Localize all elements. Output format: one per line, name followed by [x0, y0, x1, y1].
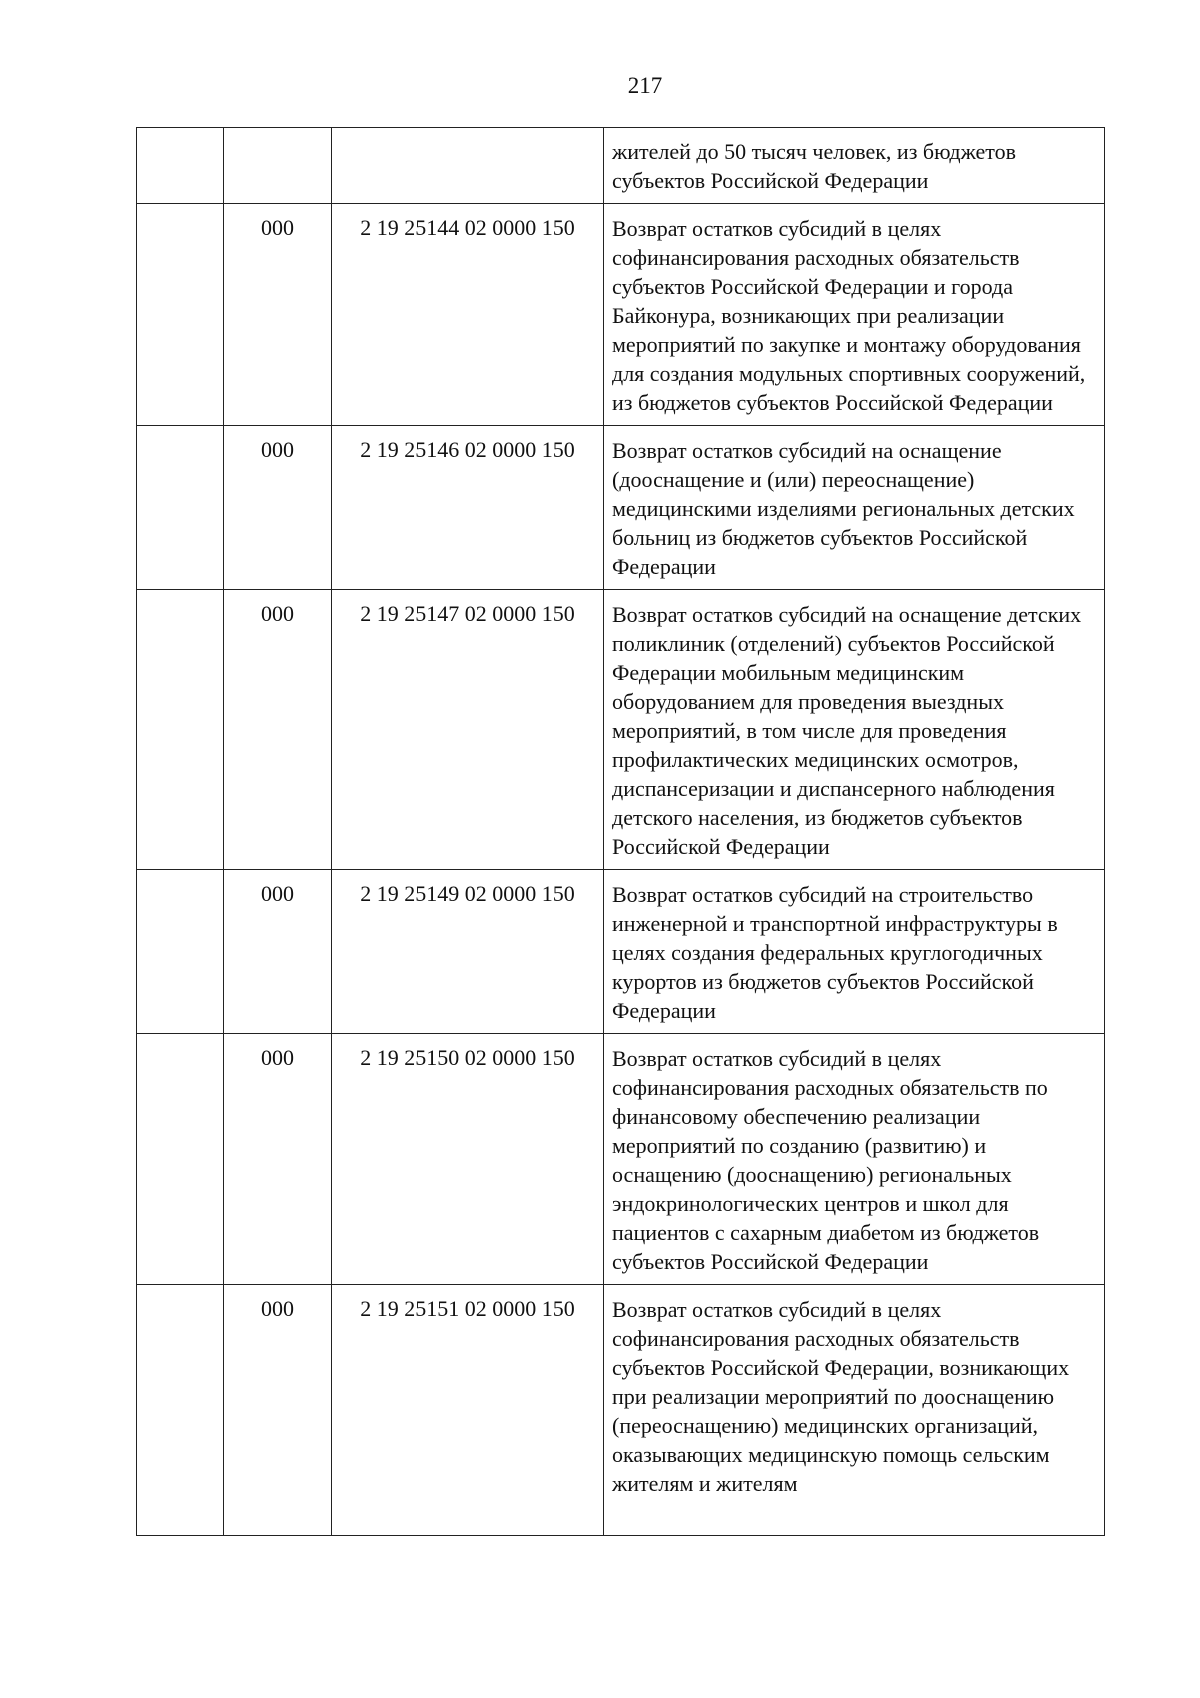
admin-code-cell: 000	[224, 204, 332, 426]
income-code-cell: 2 19 25147 02 0000 150	[332, 590, 604, 870]
blank-cell	[137, 870, 224, 1034]
blank-cell	[137, 426, 224, 590]
description-cell: Возврат остатков субсидий на строительство инженерной и транспортной инфраструктуры в целях создания федеральных круглогодичных курортов из бюджетов субъектов Российской Федерации	[604, 870, 1105, 1034]
table-row	[137, 1285, 1105, 1536]
admin-code-cell: 000	[224, 590, 332, 870]
blank-cell	[137, 1034, 224, 1285]
description-cell: Возврат остатков субсидий на оснащение (дооснащение и (или) переоснащение) медицинскими изделиями региональных детских больниц из бюджетов субъектов Российской Федерации	[604, 426, 1105, 590]
description-cell: Возврат остатков субсидий на оснащение детских поликлиник (отделений) субъектов Российской Федерации мобильным медицинским оборудованием для проведения выездных мероприятий, в том числе для проведения профилактических медицинских осмотров, диспансеризации и диспансерного наблюдения детского населения, из бюджетов субъектов Российской Федерации	[604, 590, 1105, 870]
description-cell: Возврат остатков субсидий в целях софинансирования расходных обязательств субъектов Российской Федерации, возникающих при реализации мероприятий по дооснащению (переоснащению) медицинских организаций, оказывающих медицинскую помощь сельским жителям и жителям	[604, 1285, 1105, 1536]
page-number: 217	[627, 73, 663, 98]
blank-cell	[137, 590, 224, 870]
income-code-cell: 2 19 25149 02 0000 150	[332, 870, 604, 1034]
table-row	[137, 1034, 1105, 1285]
table-row	[137, 590, 1105, 870]
admin-code-cell: 000	[224, 1285, 332, 1536]
income-code-cell	[332, 128, 604, 204]
description-cell: жителей до 50 тысяч человек, из бюджетов субъектов Российской Федерации	[604, 128, 1105, 204]
income-code-cell: 2 19 25144 02 0000 150	[332, 204, 604, 426]
budget-classification-table	[136, 127, 1105, 1536]
income-code-cell: 2 19 25150 02 0000 150	[332, 1034, 604, 1285]
admin-code-cell: 000	[224, 870, 332, 1034]
blank-cell	[137, 1285, 224, 1536]
table-row	[137, 870, 1105, 1034]
admin-code-cell: 000	[224, 1034, 332, 1285]
income-code-cell: 2 19 25146 02 0000 150	[332, 426, 604, 590]
blank-cell	[137, 204, 224, 426]
description-cell: Возврат остатков субсидий в целях софинансирования расходных обязательств субъектов Российской Федерации и города Байконура, возникающих при реализации мероприятий по закупке и монтажу оборудования для создания модульных спортивных сооружений, из бюджетов субъектов Российской Федерации	[604, 204, 1105, 426]
table-row	[137, 426, 1105, 590]
table-row	[137, 128, 1105, 204]
admin-code-cell: 000	[224, 426, 332, 590]
blank-cell	[137, 128, 224, 204]
table-row	[137, 204, 1105, 426]
admin-code-cell	[224, 128, 332, 204]
income-code-cell: 2 19 25151 02 0000 150	[332, 1285, 604, 1536]
description-cell: Возврат остатков субсидий в целях софинансирования расходных обязательств по финансовому обеспечению реализации мероприятий по созданию (развитию) и оснащению (дооснащению) региональных эндокринологических центров и школ для пациентов с сахарным диабетом из бюджетов субъектов Российской Федерации	[604, 1034, 1105, 1285]
